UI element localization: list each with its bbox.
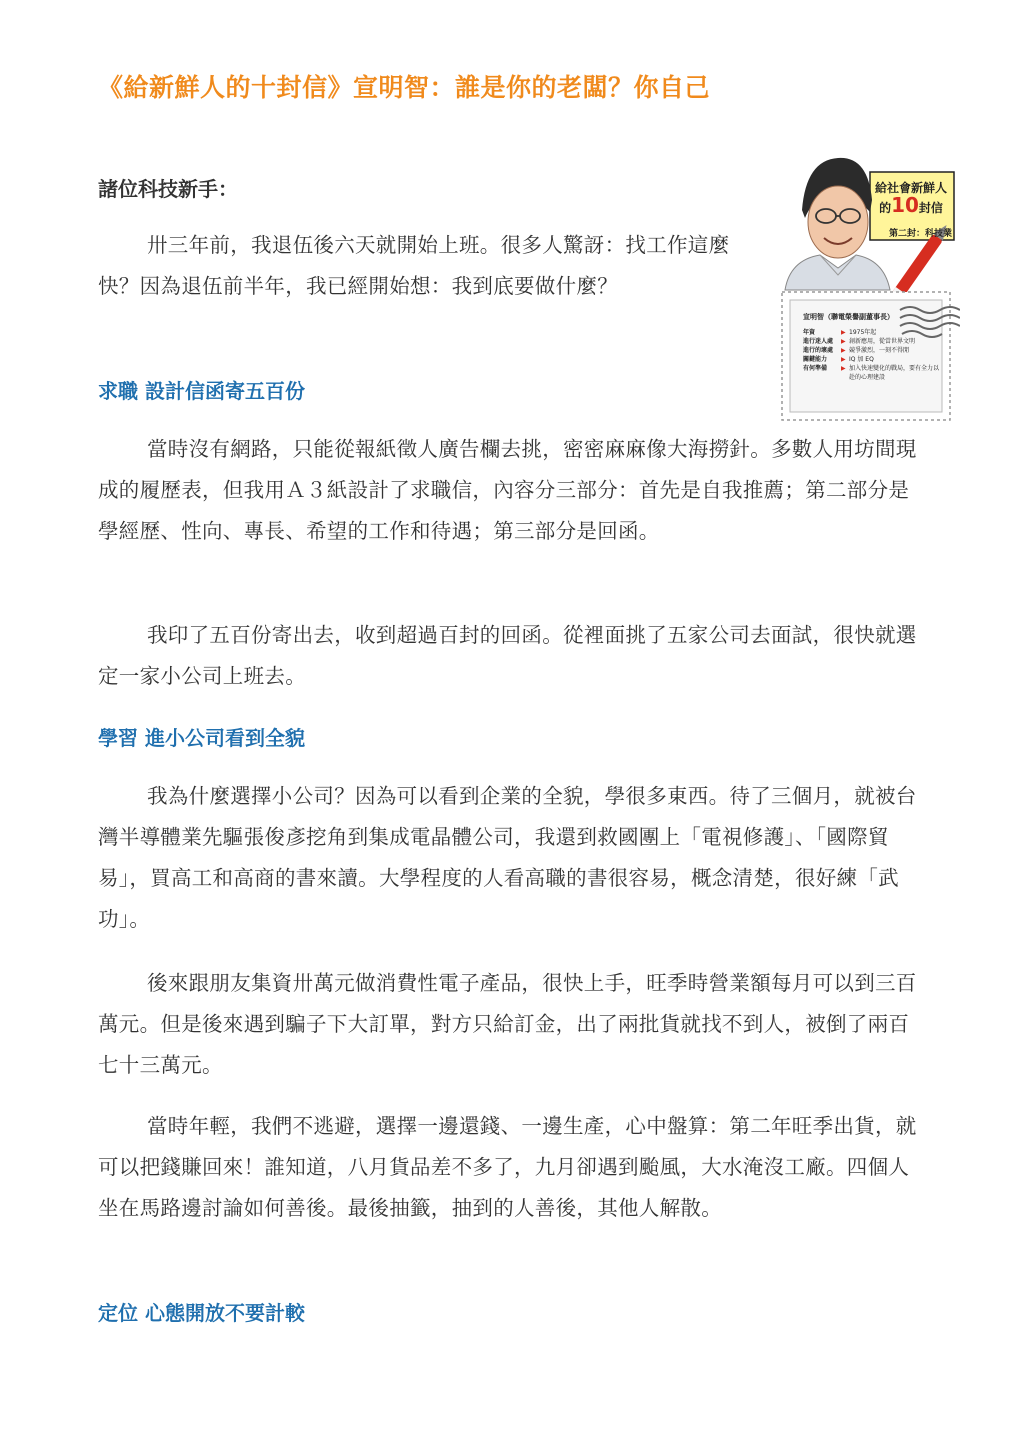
paragraph-3: 我印了五百份寄出去，收到超過百封的回函。從裡面挑了五家公司去面試，很快就選定一家小公司上班去。 [98,623,917,688]
stamp-info-list [803,328,943,382]
card-title: 給社會新鮮人 的10封信 [874,181,947,217]
stamp-row: 有何準備 ▶ 加入快速變化的戰局，要有全力以赴的心理建設 [803,365,940,381]
stamp-row: 關鍵能力 ▶ IQ 加 EQ [803,356,874,363]
stamp-row: 年資 ▶ 1975年起 [803,329,877,336]
article-title: 《給新鮮人的十封信》宣明智：誰是你的老闆？你自己 [98,73,711,102]
card-subtitle: 第二封：科技業 [888,229,952,239]
stamp-row: 進行迷人處 ▶ 創新應用，從當世界文明 [803,338,916,345]
paragraph-4: 我為什麼選擇小公司？因為可以看到企業的全貌，學很多東西。待了三個月，就被台灣半導體業先驅張俊彥挖角到集成電晶體公司，我還到救國團上「電視修護」、「國際貿易」，買高工和高商的書來讀。大學程度的人看高職的書很容易，概念清楚，很好練「武功」。 [98,784,917,931]
stamp-name: 宣明智（聯電榮譽副董事長） [803,313,894,321]
paragraph-5: 後來跟朋友集資卅萬元做消費性電子產品，很快上手，旺季時營業額每月可以到三百萬元。但是後來遇到騙子下大訂單，對方只給訂金，出了兩批貨就找不到人，被倒了兩百七十三萬元。 [98,971,917,1077]
stamp-row: 進行的壞處 ▶ 競爭激烈，一刻不得閒 [803,347,910,354]
author-card [780,150,960,425]
section-heading-job-search: 求職 設計信函寄五百份 [98,379,305,403]
section-heading-learning: 學習 進小公司看到全貌 [98,726,305,750]
greeting: 諸位科技新手： [98,177,238,201]
paragraph-2: 當時沒有網路，只能從報紙徵人廣告欄去挑，密密麻麻像大海撈針。多數人用坊間現成的履歷表，但我用Ａ３紙設計了求職信，內容分三部分：首先是自我推薦；第二部分是學經歷、性向、專長、希望的工作和待遇；第三部分是回函。 [98,437,917,543]
paragraph-1: 卅三年前，我退伍後六天就開始上班。很多人驚訝：找工作這麼快？因為退伍前半年，我已經開始想：我到底要做什麼？ [98,233,730,298]
paragraph-6: 當時年輕，我們不逃避，選擇一邊還錢、一邊生產，心中盤算：第二年旺季出貨，就可以把錢賺回來！誰知道，八月貨品差不多了，九月卻遇到颱風，大水淹沒工廠。四個人坐在馬路邊討論如何善後。最後抽籤，抽到的人善後，其他人解散。 [98,1114,917,1220]
section-heading-positioning: 定位 心態開放不要計較 [98,1301,305,1325]
